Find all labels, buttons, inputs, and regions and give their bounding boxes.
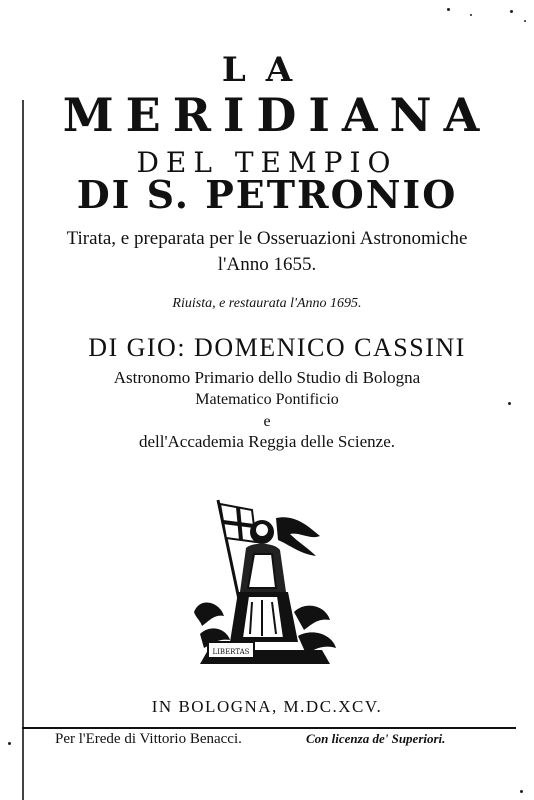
imprint-place-date: IN BOLOGNA, M.DC.XCV. [151, 697, 383, 716]
author-conjunction: e [263, 413, 271, 430]
author-role-2: Matematico Pontificio [195, 391, 339, 408]
author-role-1: Astronomo Primario dello Studio di Bologna [113, 368, 421, 387]
subtitle-line-1: Tirata, e preparata per le Osseruazioni Astronomiche [66, 228, 468, 249]
bologna-libertas-emblem-icon [190, 492, 340, 672]
author-role-3: dell'Accademia Reggia delle Scienze. [138, 432, 396, 451]
imprint-printer: Per l'Erede di Vittorio Benacci. [55, 731, 242, 747]
emblem-scroll-text: LIBERTAS [212, 648, 250, 656]
scan-speck [524, 20, 526, 22]
scan-speck [520, 790, 523, 793]
scan-speck [510, 10, 513, 13]
title-line-la: LA [221, 50, 313, 90]
imprint-license: Con licenza de' Superiori. [306, 731, 446, 746]
title-line-del-tempio: DEL TEMPIO [136, 146, 398, 179]
revision-note: Riuista, e restaurata l'Anno 1695. [172, 296, 362, 311]
title-line-meridiana: MERIDIANA [62, 88, 492, 142]
scan-speck [470, 14, 472, 16]
title-line-petronio: DI S. PETRONIO [76, 172, 458, 217]
scan-speck [447, 8, 450, 11]
scan-speck [508, 402, 511, 405]
imprint-rule [22, 727, 516, 729]
author-name: DI GIO: DOMENICO CASSINI [88, 333, 466, 362]
scan-speck [8, 742, 11, 745]
subtitle-line-2: l'Anno 1655. [217, 254, 317, 275]
